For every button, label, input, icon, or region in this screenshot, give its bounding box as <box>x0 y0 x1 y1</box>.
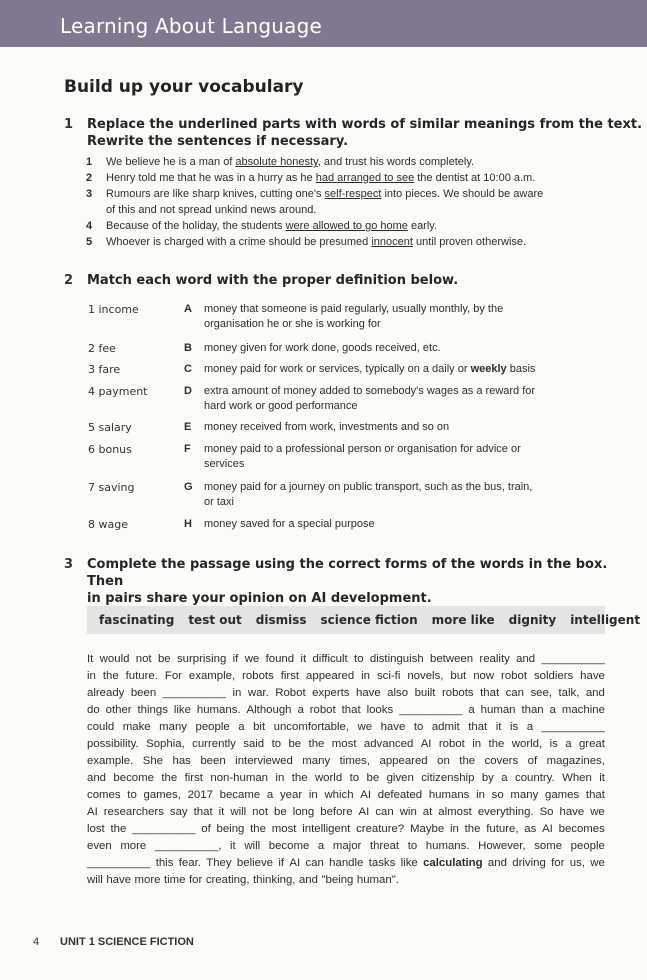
passage-line: possibility. Sophia, currently said to be the most advanced AI robot in the world, is a great <box>87 738 605 750</box>
match-definition: money received from work, investments and so on <box>204 421 450 433</box>
word-box-item: more like <box>431 613 495 627</box>
underlined-phrase: were allowed to go home <box>285 220 408 232</box>
passage-line: will have more time for creating, thinking, and "being human". <box>87 874 399 886</box>
passage-line: lost the __________ of being the most intelligent creature? Maybe in the future, as AI becomes <box>87 823 605 835</box>
list-item: 2 Henry told me that he was in a hurry as he had arranged to see the dentist at 10:00 a.m. <box>86 172 536 184</box>
section-title: Build up your vocabulary <box>64 77 304 97</box>
passage-line: example. She has been interviewed many times, appeared on the covers of magazines, <box>87 755 605 767</box>
passage-line: __________ this fear. They believe if AI can handle tasks like calculating and driving for us, we <box>87 857 605 869</box>
passage-line: could make many people a bit uncomfortable, we have to admit that it is a __________ <box>87 721 605 733</box>
passage-line: even more __________, it will become a major threat to humans. However, some people <box>87 840 605 852</box>
word-box <box>87 606 641 634</box>
passage-line: in the future. For example, robots first appeared in sci-fi novels, but now robot soldiers have <box>87 670 605 682</box>
question-1-items <box>86 154 606 250</box>
list-item: 4 Because of the holiday, the students were allowed to go home early. <box>86 220 438 232</box>
list-item: 3 Rumours are like sharp knives, cutting one's self-respect into pieces. We should be aware of this and not spread unkind news around. <box>86 188 544 216</box>
match-letter: H <box>184 518 192 530</box>
question-3-line-1: Complete the passage using the correct forms of the words in the box. Then <box>87 557 608 589</box>
match-word: 3 fare <box>88 363 121 376</box>
passage-line: do other things like humans. Although a robot that looks __________ a human than a machine <box>87 704 605 716</box>
list-item: 5 Whoever is charged with a crime should be presumed innocent until proven otherwise. <box>86 236 527 248</box>
match-letter: D <box>184 385 192 397</box>
match-letter: E <box>184 421 192 433</box>
question-1-line-2: Rewrite the sentences if necessary. <box>87 134 349 149</box>
word-box-item: intelligent <box>570 613 641 627</box>
match-definition: money paid for a journey on public transport, such as the bus, train, or taxi <box>204 481 533 508</box>
underlined-phrase: innocent <box>371 236 413 248</box>
match-definition: money paid for work or services, typically on a daily or weekly basis <box>204 363 536 375</box>
question-2-number: 2 <box>64 273 74 288</box>
question-3-instruction <box>87 556 647 607</box>
match-word: 8 wage <box>88 518 128 531</box>
passage-line: comes to games, 2017 became a year in which AI defeated humans in so many games that <box>87 789 605 801</box>
passage-line: already been __________ in war. Robot experts have also built robots that can see, talk, and <box>87 687 605 699</box>
header-band <box>0 0 647 47</box>
passage-line: and become the first non-human in the world to be given citizenship by a country. When it <box>87 772 605 784</box>
question-1-line-1: Replace the underlined parts with words of similar meanings from the text. <box>87 117 643 132</box>
match-definition: money saved for a special purpose <box>204 518 375 530</box>
word-box-item: dismiss <box>255 613 307 627</box>
match-definition: money paid to a professional person or organisation for advice or services <box>204 443 521 470</box>
passage-line: AI researchers say that it will not be long before AI can win at almost everything. So have we <box>87 806 605 818</box>
match-word: 1 income <box>88 303 139 316</box>
match-definition: extra amount of money added to somebody's wages as a reward for hard work or good performance <box>204 385 536 412</box>
match-letter: C <box>184 363 192 375</box>
unit-label: UNIT 1 SCIENCE FICTION <box>60 936 194 948</box>
word-box-item: fascinating <box>99 613 175 627</box>
match-word: 7 saving <box>88 481 135 494</box>
list-item: 1 We believe he is a man of absolute honesty, and trust his words completely. <box>86 156 475 168</box>
page-header-title: Learning About Language <box>60 14 322 38</box>
match-letter: G <box>184 481 193 493</box>
match-word: 2 fee <box>88 342 116 355</box>
question-3-line-2: in pairs share your opinion on AI development. <box>87 591 432 606</box>
match-word: 5 salary <box>88 421 132 434</box>
underlined-phrase: self-respect <box>324 188 382 200</box>
passage-line: It would not be surprising if we found it difficult to distinguish between reality and __________ <box>87 653 605 665</box>
underlined-phrase: absolute honesty <box>235 156 318 168</box>
reading-passage <box>87 651 605 889</box>
word-box-item: science fiction <box>320 613 418 627</box>
match-word: 4 payment <box>88 385 148 398</box>
match-definition: money that someone is paid regularly, usually monthly, by the organisation he or she is working for <box>204 303 504 330</box>
underlined-phrase: had arranged to see <box>315 172 415 184</box>
match-word: 6 bonus <box>88 443 132 456</box>
word-box-item: test out <box>188 613 242 627</box>
question-1-number: 1 <box>64 117 74 132</box>
match-letter: F <box>184 443 191 455</box>
match-letter: B <box>184 342 192 354</box>
page-number: 4 <box>33 936 40 948</box>
question-3-number: 3 <box>64 557 74 572</box>
question-1-instruction <box>87 116 642 150</box>
word-box-item: dignity <box>508 613 557 627</box>
match-letter: A <box>184 303 192 315</box>
question-2-instruction: Match each word with the proper definition below. <box>87 273 459 288</box>
match-definition: money given for work done, goods received, etc. <box>204 342 441 354</box>
